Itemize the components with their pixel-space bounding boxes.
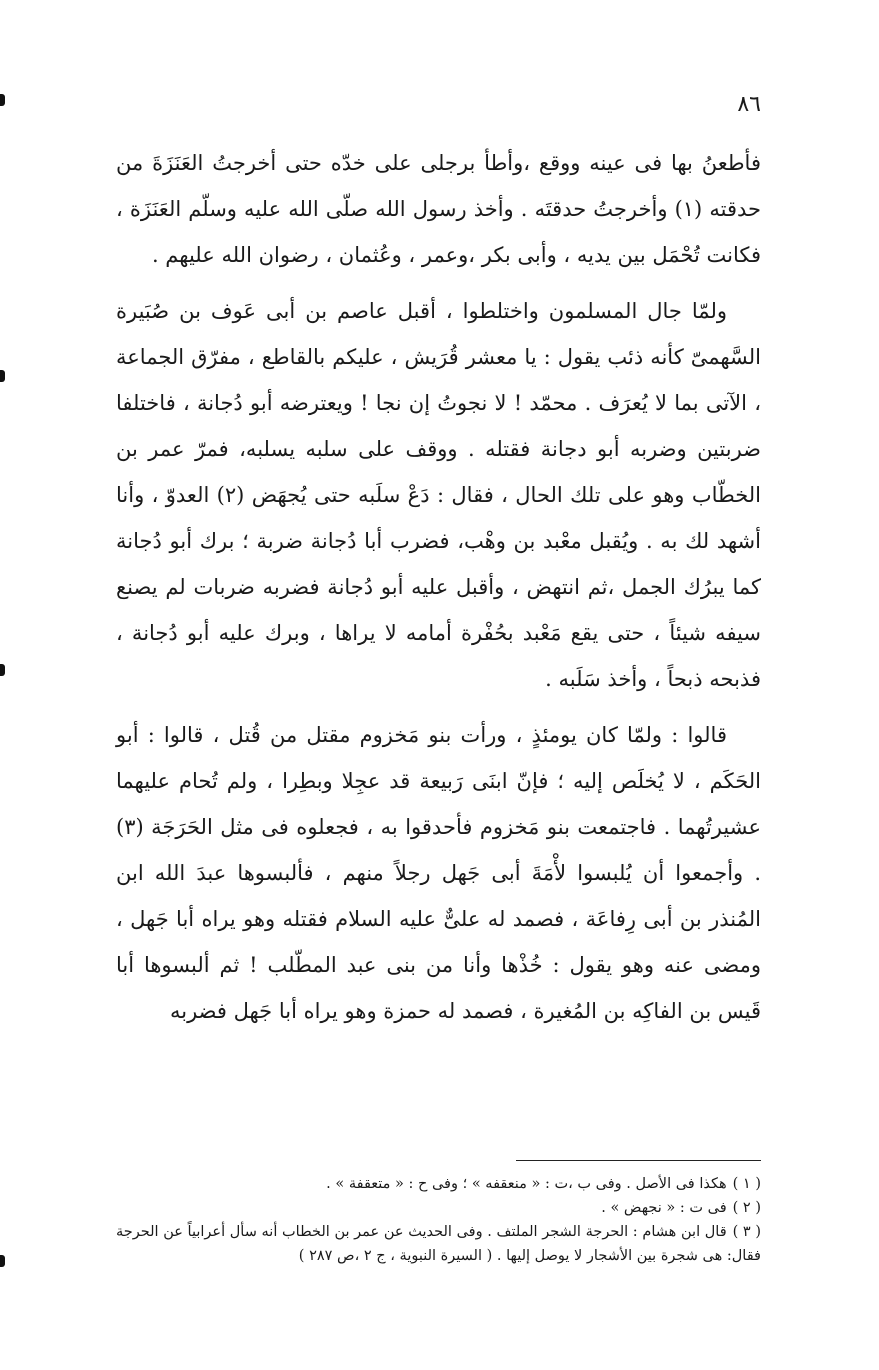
main-text (116, 140, 761, 1044)
footnote-text: فى ت : « نجهض » . (601, 1200, 727, 1216)
footnote-separator (516, 1160, 761, 1161)
footnote-text: قال ابن هشام : الحرجة الشجر الملتف . وفى الحديث عن عمر بن الخطاب أنه سأل أعرابياً عن الحرجة فقال: هى شجرة بين الأشجار لا يوصل إليها . ( السيرة النبوية ، ج ٢ ،ص ٢٨٧ ) (116, 1224, 761, 1264)
binding-mark (0, 370, 5, 382)
footnote-1 (116, 1172, 761, 1196)
footnotes (116, 1172, 761, 1268)
binding-mark (0, 94, 5, 106)
footnote-3 (116, 1220, 761, 1268)
footnote-number: ( ٣ ) (732, 1224, 761, 1240)
paragraph-3: قالوا : ولمّا كان يومئذٍ ، ورأت بنو مَخزوم مقتل من قُتل ، قالوا : أبو الحَكَم ، لا يُخلَص إليه ؛ فإنّ ابنَى رَبيعة قد عجِلا وبطِرا ، ولم تُحام عليهما عشيرتُهما . فاجتمعت بنو مَخزوم فأحدقوا به ، فجعلوه فى مثل الحَرَجَة (٣) . وأجمعوا أن يُلبسوا لأْمَةَ أبى جَهل رجلاً منهم ، فألبسوها عبدَ الله ابن المُنذر بن أبى رِفاعَة ، فصمد له علىٌّ عليه السلام فقتله وهو يراه أبا جَهل ، ومضى عنه وهو يقول : خُذْها وأنا من بنى عبد المطّلب ! ثم ألبسوها أبا قَيس بن الفاكِه بن المُغيرة ، فصمد له حمزة وهو يراه أبا جَهل فضربه (116, 723, 761, 1023)
footnote-text: هكذا فى الأصل . وفى ب ،ت : « منعقفه » ؛ وفى ح : « متعقفة » . (326, 1176, 727, 1192)
binding-mark (0, 1255, 5, 1267)
footnote-number: ( ٢ ) (732, 1200, 761, 1216)
binding-mark (0, 664, 5, 676)
footnote-number: ( ١ ) (732, 1176, 761, 1192)
page-number: ٨٦ (737, 92, 761, 117)
paragraph-1: فأطعنُ بها فى عينه ووقع ،وأطأ برجلى على خدّه حتى أخرجتُ العَنَزَةَ من حدقته (١) وأخرجتُ حدقتَه . وأخذ رسول الله صلّى الله عليه وسلّم العَنَزَة ، فكانت تُحْمَل بين يديه ، وأبى بكر ،وعمر ، وعُثمان ، رضوان الله عليهم . (116, 151, 761, 267)
paragraph-2: ولمّا جال المسلمون واختلطوا ، أقبل عاصم بن أبى عَوف بن صُبَيرة السَّهمىّ كأنه ذئب يقول : يا معشر قُرَيش ، عليكم بالقاطع ، مفرّق الجماعة ، الآتى بما لا يُعرَف . محمّد ! لا نجوتُ إن نجا ! ويعترضه أبو دُجانة ، فاختلفا ضربتين وضربه أبو دجانة فقتله . ووقف على سلبه يسلبه، فمرّ عمر بن الخطّاب وهو على تلك الحال ، فقال : دَعْ سلَبه حتى يُجهَض (٢) العدوّ ، وأنا أشهد لك به . ويُقبل معْبد بن وهْب، فضرب أبا دُجانة ضربة ؛ برك أبو دُجانة كما يبرُك الجمل ،ثم انتهض ، وأقبل عليه أبو دُجانة فضربه ضربات لم يصنع سيفه شيئاً ، حتى يقع مَعْبد بحُفْرة أمامه لا يراها ، وبرك عليه أبو دُجانة ، فذبحه ذبحاً ، وأخذ سَلَبه . (116, 299, 762, 691)
footnote-2 (116, 1196, 761, 1220)
